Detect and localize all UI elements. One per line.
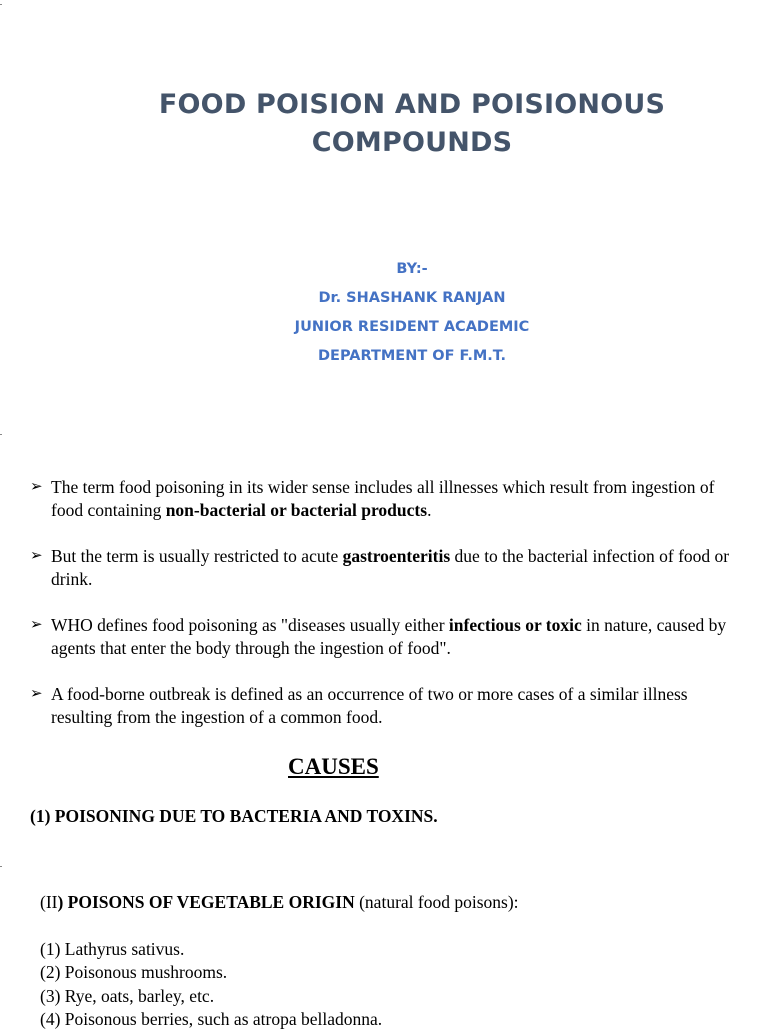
bullet-text: But the term is usually restricted to acute [51, 546, 343, 566]
bullet-item [30, 683, 730, 729]
bullet-text-end: due to the bacterial infection of food or drink. [51, 546, 730, 589]
definition-bullets [30, 476, 730, 752]
list-item: (1) Lathyrus sativus. [40, 939, 185, 959]
cause-vegetable-prefix: (II [40, 892, 58, 912]
arrow-bullet-icon: ➢ [30, 684, 43, 702]
cause-vegetable-title: ) POISONS OF VEGETABLE ORIGIN [57, 892, 355, 912]
bullet-emphasis: gastroenteritis [342, 546, 451, 566]
bullet-item [30, 476, 730, 522]
bullet-text: WHO defines food poisoning as "diseases usually either [51, 615, 449, 635]
bullet-emphasis: infectious or toxic [448, 615, 582, 635]
bullet-text-end: in nature, caused by agents that enter the body through the ingestion of food". [51, 615, 727, 658]
document-title [110, 86, 714, 162]
cause-vegetable-note: (natural food poisons): [354, 892, 519, 912]
author-position: JUNIOR RESIDENT ACADEMIC [294, 319, 530, 335]
arrow-bullet-icon: ➢ [30, 615, 43, 633]
list-item: (3) Rye, oats, barley, etc. [40, 985, 215, 1006]
bullet-item [30, 545, 730, 591]
title-line-1: FOOD POISION AND POISIONOUS [158, 89, 666, 120]
author-name: Dr. SHASHANK RANJAN [318, 290, 506, 306]
byline-label: BY:- [396, 261, 428, 277]
bullet-text-end: . [427, 500, 432, 520]
bullet-emphasis: non-bacterial or bacterial products [165, 500, 428, 520]
cause-bacteria: (1) POISONING DUE TO BACTERIA AND TOXINS. [30, 806, 438, 826]
arrow-bullet-icon: ➢ [30, 477, 43, 495]
vegetable-poison-list [40, 938, 382, 1031]
bullet-item [30, 614, 730, 660]
title-line-2: COMPOUNDS [311, 127, 513, 158]
bullet-text: The term food poisoning in its wider sense includes all illnesses which result from ingestion of food containing [51, 477, 715, 520]
cause-vegetable [40, 892, 519, 913]
list-item: (2) Poisonous mushrooms. [40, 962, 228, 983]
author-block [212, 255, 612, 371]
bullet-text: A food-borne outbreak is defined as an occurrence of two or more cases of a similar illness resulting from the ingestion of a common food. [51, 684, 688, 727]
arrow-bullet-icon: ➢ [30, 546, 43, 564]
causes-heading: CAUSES [288, 754, 379, 779]
list-item: (4) Poisonous berries, such as atropa belladonna. [40, 1008, 383, 1029]
author-department: DEPARTMENT OF F.M.T. [318, 348, 506, 364]
